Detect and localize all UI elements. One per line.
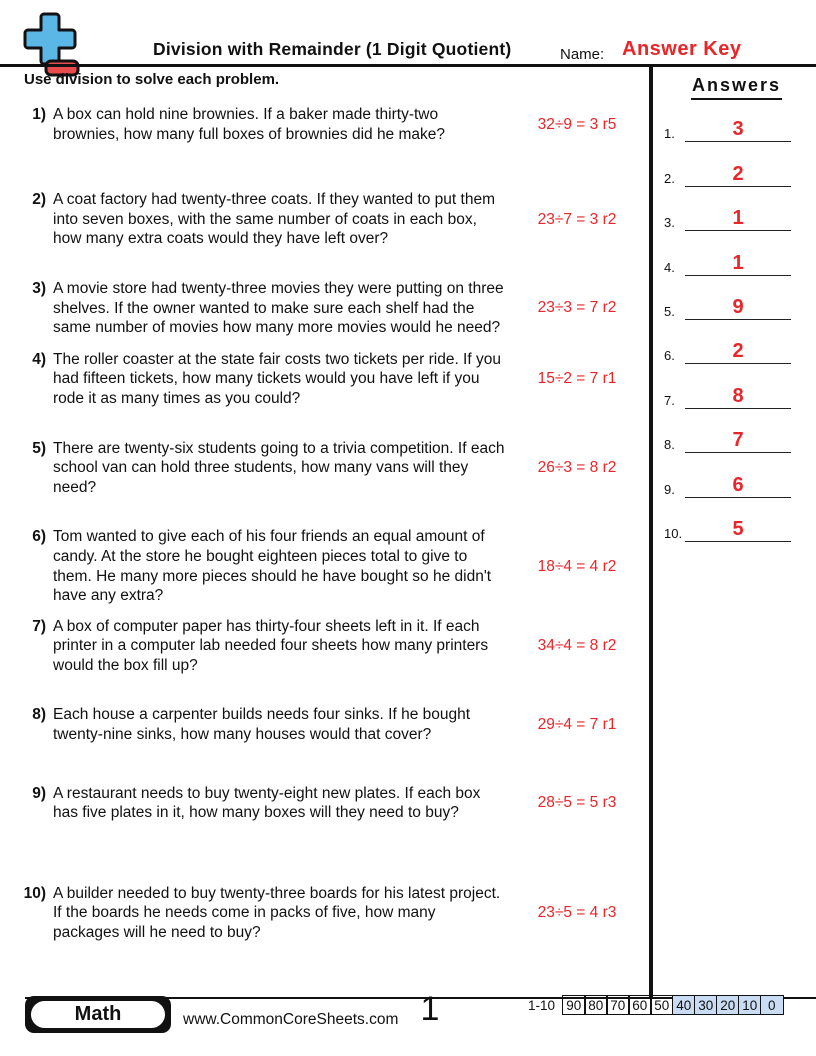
answer-blank-line [685, 141, 791, 142]
answer-value: 9 [732, 295, 744, 318]
answer-value: 6 [732, 473, 744, 496]
problem-text: A movie store had twenty-three movies they were putting on three shelves. If the owner wanted to make sure each shelf had the same number of movies how many more movies would he need? [53, 279, 504, 337]
answer-blank-line [685, 541, 791, 542]
answer-number: 1. [664, 126, 675, 142]
page-number: 1 [420, 990, 440, 1028]
problem-text: A builder needed to buy twenty-three boards for his latest project. If the boards he needs come in packs of five, how many packages will he need to buy? [53, 884, 501, 942]
answer-number: 5. [664, 303, 675, 319]
score-cell: 10 [738, 995, 762, 1015]
answer-number: 7. [664, 392, 675, 408]
answer-value: 8 [732, 384, 744, 407]
problem-equation: 28÷5 = 5 r3 [537, 794, 617, 812]
problem-text: A box can hold nine brownies. If a baker made thirty-two brownies, how many full boxes of brownies did he make? [53, 106, 446, 143]
answer-row-1 [657, 102, 816, 146]
answer-number: 8. [664, 437, 675, 453]
answer-blank-line [685, 186, 791, 187]
score-cell: 0 [760, 995, 784, 1015]
problem-text: A restaurant needs to buy twenty-eight new plates. If each box has five plates in it, how many boxes will they need to buy? [53, 784, 481, 822]
problem-equation: 29÷4 = 7 r1 [537, 716, 617, 734]
score-strip [528, 995, 784, 1015]
answers-list [657, 102, 816, 546]
problem-row-9 [0, 784, 649, 823]
answers-title: Answers [657, 73, 816, 100]
answer-value: 5 [732, 517, 744, 540]
problem-row-7 [0, 617, 649, 676]
answer-blank-line [685, 319, 791, 320]
answer-row-2 [657, 146, 816, 190]
score-cell: 90 [562, 995, 586, 1015]
score-cell: 20 [716, 995, 740, 1015]
answer-blank-line [685, 230, 791, 231]
answer-row-7 [657, 368, 816, 412]
answer-row-6 [657, 324, 816, 368]
problem-text: There are twenty-six students going to a trivia competition. If each school van can hold three students, how many vans will they need? [53, 439, 505, 496]
answer-value: 2 [732, 340, 744, 363]
math-badge [25, 996, 171, 1033]
page-title: Division with Remainder (1 Digit Quotient) [153, 39, 512, 59]
problem-text: Tom wanted to give each of his four friends an equal amount of candy. At the store he bought eighteen pieces total to give to them. He many more pieces should he have bought so he didn't have any extra? [53, 528, 492, 605]
problem-equation: 23÷5 = 4 r3 [537, 904, 617, 922]
problem-row-2 [0, 190, 649, 249]
problem-number: 2) [32, 191, 46, 209]
answer-number: 2. [664, 170, 675, 186]
score-cell: 40 [672, 995, 696, 1015]
answer-value: 1 [732, 207, 744, 230]
instructions-text: Use division to solve each problem. [24, 71, 280, 88]
problem-equation: 23÷7 = 3 r2 [537, 210, 617, 228]
answers-divider-double-line [649, 67, 653, 997]
answer-number: 4. [664, 259, 675, 275]
math-badge-label: Math [31, 1001, 165, 1028]
answer-number: 10. [664, 525, 683, 541]
score-table [562, 995, 784, 1015]
answer-row-9 [657, 457, 816, 501]
answer-value: 3 [732, 118, 744, 141]
problem-number: 3) [32, 279, 46, 297]
answer-blank-line [685, 497, 791, 498]
problem-equation: 18÷4 = 4 r2 [537, 557, 617, 575]
score-cell: 80 [584, 995, 608, 1015]
problem-text: A box of computer paper has thirty-four sheets left in it. If each printer in a computer lab needed four sheets how many printers would the box fill up? [53, 617, 489, 674]
score-cell: 60 [628, 995, 652, 1015]
score-cell: 50 [650, 995, 674, 1015]
answer-row-5 [657, 280, 816, 324]
problem-row-3 [0, 279, 649, 338]
name-label: Name: [560, 46, 605, 63]
answer-value: 1 [732, 251, 744, 274]
answer-number: 6. [664, 348, 675, 364]
problem-equation: 26÷3 = 8 r2 [537, 458, 617, 476]
answer-number: 3. [664, 215, 675, 231]
problem-equation: 23÷3 = 7 r2 [537, 299, 617, 317]
answer-number: 9. [664, 481, 675, 497]
problem-number: 8) [32, 706, 46, 724]
answer-value: 2 [732, 162, 744, 185]
problem-text: A coat factory had twenty-three coats. If they wanted to put them into seven boxes, with the same number of coats in each box, how many extra coats would they have left over? [53, 191, 495, 248]
problem-equation: 34÷4 = 8 r2 [537, 637, 617, 655]
problem-number: 4) [32, 350, 46, 368]
problem-row-8 [0, 705, 649, 744]
answers-panel [657, 67, 816, 546]
problem-row-5 [0, 439, 649, 498]
problem-number: 1) [32, 106, 46, 123]
problem-number: 7) [32, 617, 46, 635]
answer-row-10 [657, 502, 816, 546]
problem-row-1 [0, 105, 649, 144]
problem-number: 6) [32, 528, 46, 546]
problem-text: The roller coaster at the state fair costs two tickets per ride. If you had fifteen tickets, how many tickets would you have left if you rode it as many times as you could? [53, 350, 501, 407]
answer-blank-line [685, 363, 791, 364]
problem-text: Each house a carpenter builds needs four sinks. If he bought twenty-nine sinks, how many houses would that cover? [53, 706, 471, 744]
answer-value: 7 [732, 429, 744, 452]
problem-equation: 15÷2 = 7 r1 [537, 370, 617, 388]
problem-row-10 [0, 884, 649, 943]
answer-row-3 [657, 191, 816, 235]
problem-number: 10) [23, 884, 46, 902]
answer-key-value: Answer Key [622, 38, 742, 60]
answer-blank-line [685, 408, 791, 409]
answer-blank-line [685, 452, 791, 453]
answer-row-8 [657, 413, 816, 457]
score-range-label: 1-10 [528, 998, 556, 1013]
website-url: www.CommonCoreSheets.com [183, 1011, 399, 1028]
problem-number: 5) [32, 439, 46, 457]
answer-blank-line [685, 275, 791, 276]
score-cell: 30 [694, 995, 718, 1015]
answer-row-4 [657, 235, 816, 279]
problem-row-4 [0, 350, 649, 409]
score-cell: 70 [606, 995, 630, 1015]
problem-row-6 [0, 527, 649, 605]
problem-number: 9) [32, 784, 46, 802]
problem-equation: 32÷9 = 3 r5 [537, 115, 617, 133]
